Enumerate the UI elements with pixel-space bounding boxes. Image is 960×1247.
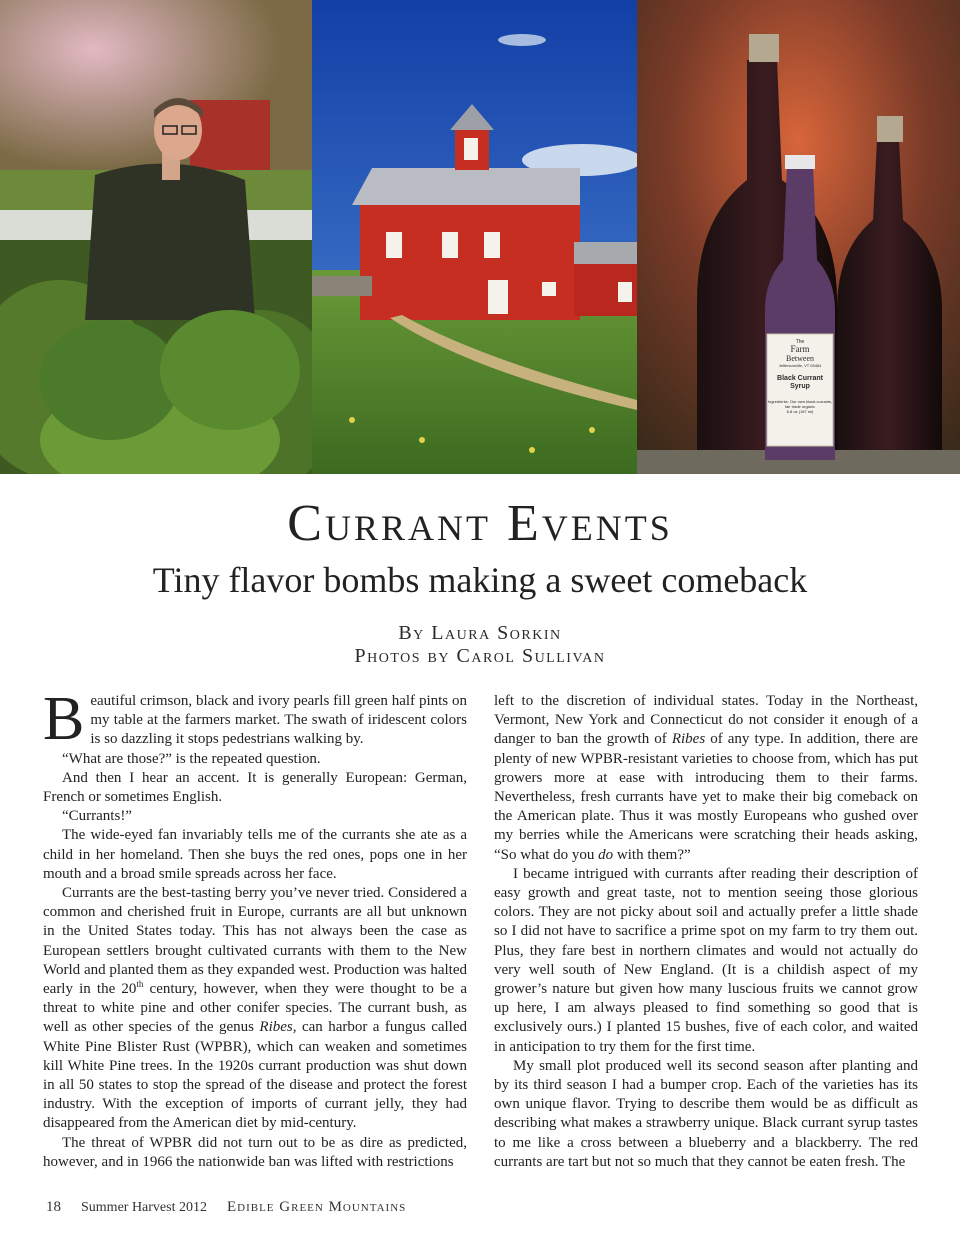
paragraph xyxy=(494,692,918,865)
label-brand-line2: Farm xyxy=(790,344,810,354)
article-title: Currant Events xyxy=(287,495,673,552)
article-column-right xyxy=(494,692,918,1172)
paragraph: “What are those?” is the repeated question. xyxy=(62,750,321,767)
paragraph-text: left to the discretion of individual states. Today in the Northeast, Vermont, New York and Connecticut do not consider it enough of a danger to ban the growth of xyxy=(494,693,918,748)
ordinal-suffix: th xyxy=(136,979,144,990)
article-subtitle: Tiny flavor bombs making a sweet comeback xyxy=(152,560,808,600)
syrup-label xyxy=(767,336,833,446)
label-ingredients: Ingredients: Our own black currants, fair trade organic xyxy=(767,399,833,409)
paragraph-text: with them?” xyxy=(613,846,691,863)
issue-name: Summer Harvest 2012 xyxy=(81,1200,207,1215)
genus-italic: Ribes xyxy=(671,731,706,748)
paragraph: “Currants!” xyxy=(62,808,132,825)
label-brand-line1: The xyxy=(795,339,805,345)
magazine-name: Edible Green Mountains xyxy=(226,1199,407,1215)
article-column-left xyxy=(43,685,468,1172)
photo-credit: Photos by Carol Sullivan xyxy=(354,645,606,667)
paragraph xyxy=(43,685,467,753)
label-location: Jeffersonville, VT 05464 xyxy=(778,363,822,368)
paragraph-text: century, however, when they were thought to be a threat to white pine and other conifer species. The currant bush, as well as other species of the genus xyxy=(43,981,467,1036)
paragraph-text: of any type. In addition, there are plenty of new WPBR-resistant varieties to choose from, which has put growers more at ease with introducing them to their farms. Nevertheless, fresh currants have yet to make their big comeback on the American plate. Thus it was mostly Europeans who gushed over my berries while the Americans were scratching their heads asking, “So what do you xyxy=(494,731,919,863)
paragraph: The threat of WPBR did not turn out to be as dire as predicted, however, and in 1966 the nationwide ban was lifted with restrictions xyxy=(43,1134,467,1170)
paragraph-text: eautiful crimson, black and ivory pearls fill green half pints on my table at the farmers market. The swath of iridescent colors is so dazzling it stops pedestrians walking by. xyxy=(90,693,467,748)
photo-syrup-bottles xyxy=(637,0,960,474)
paragraph: The wide-eyed fan invariably tells me of the currants she ate as a child in her homeland. Then she buys the red ones, pops one in her mouth and a broad smile spreads across her face. xyxy=(43,827,467,882)
paragraph: My small plot produced well its second season after planting and by its third season I had a bumper crop. Each of the varieties has its own unique flavor. Trying to describe them would be as difficult as describing what makes a strawberry unique. Black currant syrup tastes to me like a cross between a blueberry and a blackberry. The red currants are tart but not so much that they cannot be eaten fresh. The xyxy=(494,1057,918,1170)
label-volume: 6.8 oz (187 ml) xyxy=(786,409,814,414)
paragraph-text: Currants are the best-tasting berry you’ve never tried. Considered a common and cherished fruit in Europe, currants are all but unknown in the United States today. This has not always been the case as European settlers brought cultivated currants with them to the New World and planted them as they expanded west. Production was halted early in the 20 xyxy=(43,885,467,998)
emphasis-italic: do xyxy=(598,846,614,863)
paragraph-text: can harbor a fungus called White Pine Blister Rust (WPBR), which can weaken and sometimes kill White Pine trees. In the 1920s currant production was shut down in all 50 states to stop the spread of the disease and protect the forest industry. With the exception of imports of currant jelly, they had disappeared from the American diet by mid-century. xyxy=(43,1019,468,1132)
paragraph xyxy=(43,884,467,1134)
barn-illustration xyxy=(312,0,637,474)
photo-barn xyxy=(312,0,637,474)
label-brand-line3: Between xyxy=(786,354,814,363)
label-product: Black Currant Syrup xyxy=(777,375,823,390)
photo-farmer xyxy=(0,0,312,474)
byline: By Laura Sorkin xyxy=(398,622,562,644)
farmer-illustration xyxy=(0,0,312,474)
drop-cap: B xyxy=(43,685,85,753)
paragraph: And then I hear an accent. It is generally European: German, French or sometimes English. xyxy=(43,769,467,806)
paragraph: I became intrigued with currants after reading their description of easy growth and great taste, not to mention seeing those glorious colors. They are not picky about soil and actually prefer a little shade so I did not have to sacrifice a prime spot on my farm to try them out. Plus, they fare best in northern climates and would not actually do very well south of New England. (It is a childish aspect of my grower’s nature but given how many luscious fruits we cannot grow up here, I am always pleased to find something so good that is exclusively ours.) I planted 15 bushes, five of each color, and waited in anticipation to try them for the first time. xyxy=(494,865,918,1055)
genus-italic: Ribes, xyxy=(259,1019,297,1036)
page-footer xyxy=(46,1199,406,1216)
photo-strip xyxy=(0,0,960,474)
page-number: 18 xyxy=(46,1199,61,1215)
